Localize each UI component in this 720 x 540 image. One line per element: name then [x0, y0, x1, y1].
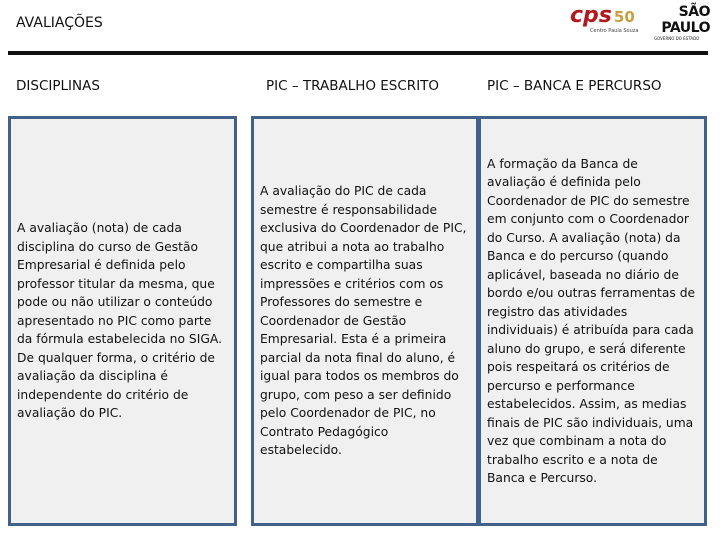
cps-logo — [570, 4, 638, 35]
pic-trabalho-box — [251, 116, 479, 526]
header-pic-banca: PIC – BANCA E PERCURSO — [487, 78, 662, 94]
cps-logo-caption: Centro Paula Souza — [590, 28, 639, 34]
cps-50-text: 50 — [613, 8, 635, 26]
cps-logo-mark — [570, 4, 638, 28]
sao-paulo-logo-text: SÃO PAULO — [661, 4, 710, 36]
sao-paulo-logo — [654, 4, 710, 42]
pic-trabalho-text: A avaliação do PIC de cada semestre é responsabilidade exclusiva do Coordenador de PIC, que atribui a nota ao trabalho escrito e compartilha suas impressões e critérios com os Professores do semestre e Coordenador de Gestão Empresarial. Esta é a primeira parcial da nota final do aluno, é igual para todos os membros do grupo, com peso a ser definido pelo Coordenador de PIC, no Contrato Pedagógico estabelecido. — [260, 184, 467, 458]
disciplinas-text: A avaliação (nota) de cada disciplina do curso de Gestão Empresarial é definida pelo professor titular da mesma, que pode ou não utilizar o conteúdo apresentado no PIC como parte da fórmula estabelecida no SIGA. De qualquer forma, o critério de avaliação da disciplina é independente do critério de avaliação do PIC. — [17, 221, 222, 421]
page-title: AVALIAÇÕES — [16, 15, 103, 31]
pic-banca-box — [478, 116, 707, 526]
header-disciplinas: DISCIPLINAS — [16, 78, 100, 94]
cps-logo-text: cps — [570, 3, 612, 28]
sao-paulo-logo-caption: GOVERNO DO ESTADO — [654, 36, 700, 41]
header-pic-trabalho: PIC – TRABALHO ESCRITO — [266, 78, 440, 94]
pic-banca-text: A formação da Banca de avaliação é definida pelo Coordenador de PIC do semestre em conjunto com o Coordenador do Curso. A avaliação (nota) da Banca e do percurso (quando aplicável, baseada no diário de bordo e/ou outras ferramentas de registro das atividades individuais) é atribuída para cada aluno do grupo, e será diferente pois respeitará os critérios de percurso e performance estabelecidos. Assim, as medias finais de PIC são individuais, uma vez que combinam a nota do trabalho escrito e a nota de Banca e Percurso. — [487, 156, 696, 485]
disciplinas-box — [8, 116, 237, 526]
header-divider — [8, 51, 708, 55]
